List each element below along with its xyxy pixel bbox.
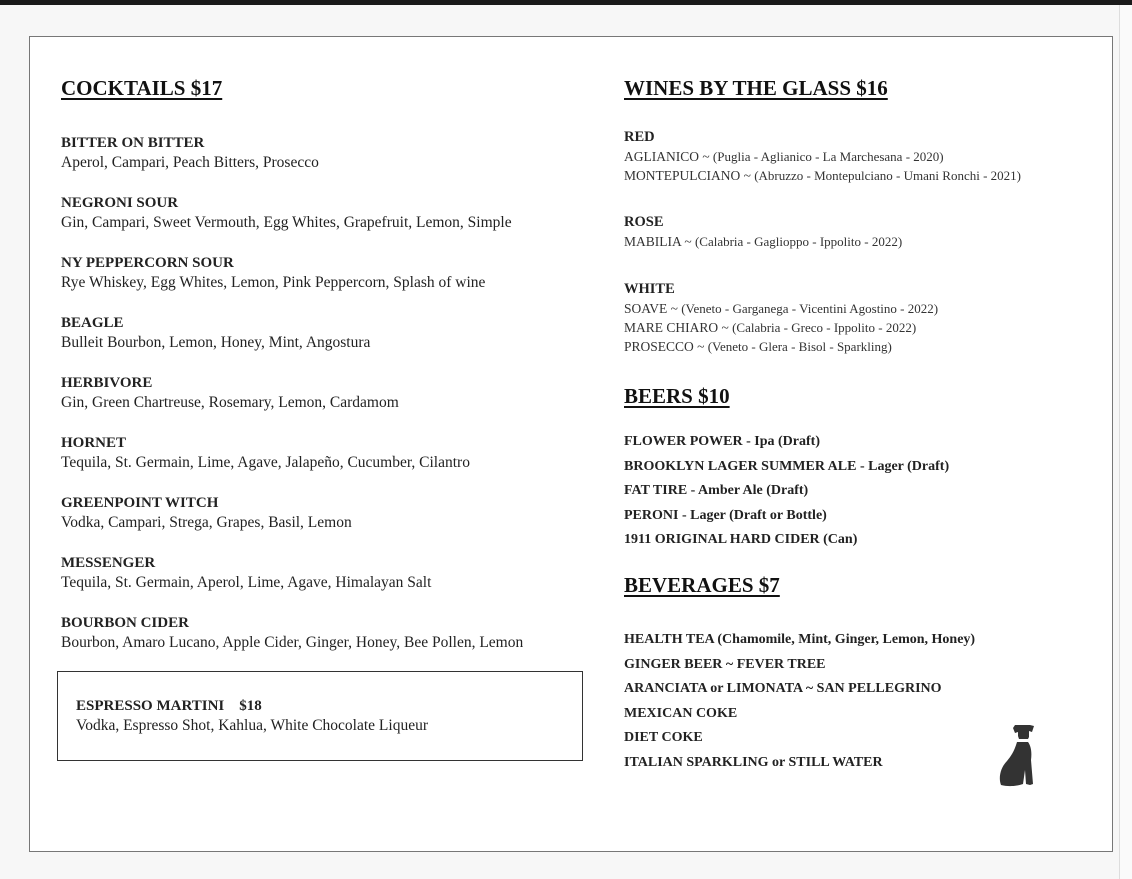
beverage-list xyxy=(624,628,975,775)
beverages-heading: BEVERAGES $7 xyxy=(624,573,780,597)
cocktails-heading: COCKTAILS $17 xyxy=(61,76,223,100)
beer-item: BROOKLYN LAGER SUMMER ALE - Lager (Draft) xyxy=(624,458,950,474)
beverage-item: DIET COKE xyxy=(624,730,703,745)
cocktail-name: BEAGLE xyxy=(61,315,124,331)
wine-detail: (Veneto - Glera - Bisol - Sparkling) xyxy=(707,339,892,354)
wine-category: WHITE xyxy=(624,281,675,297)
beer-item: 1911 ORIGINAL HARD CIDER (Can) xyxy=(624,532,858,547)
beverage-item: GINGER BEER ~ FEVER TREE xyxy=(624,656,826,672)
cocktail-item xyxy=(61,193,523,253)
wine-detail: (Calabria - Greco - Ippolito - 2022) xyxy=(732,320,917,335)
scrollbar-track[interactable] xyxy=(1119,5,1132,879)
beverage-item: ARANCIATA or LIMONATA ~ SAN PELLEGRINO xyxy=(624,681,942,696)
wine-white xyxy=(624,279,938,356)
cocktail-name: HERBIVORE xyxy=(61,375,153,391)
cocktail-desc: Gin, Green Chartreuse, Rosemary, Lemon, Cardamom xyxy=(61,394,399,411)
special-box xyxy=(57,671,583,761)
wine-rose xyxy=(624,212,902,251)
cocktail-desc: Tequila, St. Germain, Lime, Agave, Jalapeño, Cucumber, Cilantro xyxy=(61,454,470,471)
beverage-item: ITALIAN SPARKLING or STILL WATER xyxy=(624,754,883,770)
wine-detail: (Abruzzo - Montepulciano - Umani Ronchi - 2021) xyxy=(754,168,1021,183)
wine-detail: (Veneto - Garganega - Vicentini Agostino - 2022) xyxy=(681,301,939,316)
wine-detail: (Puglia - Aglianico - La Marchesana - 2020) xyxy=(712,149,944,164)
wine-detail: (Calabria - Gaglioppo - Ippolito - 2022) xyxy=(694,234,903,249)
cocktail-name: GREENPOINT WITCH xyxy=(61,495,219,511)
cocktail-item xyxy=(61,253,523,313)
top-bar xyxy=(0,0,1132,5)
cocktail-desc: Bulleit Bourbon, Lemon, Honey, Mint, Angostura xyxy=(61,334,371,351)
cocktail-name: MESSENGER xyxy=(61,555,156,571)
wine-name: SOAVE ~ xyxy=(624,301,678,316)
cocktail-item xyxy=(61,373,523,433)
cocktail-list xyxy=(61,133,523,673)
cocktail-desc: Bourbon, Amaro Lucano, Apple Cider, Ginger, Honey, Bee Pollen, Lemon xyxy=(61,634,524,651)
cocktail-item xyxy=(61,433,523,493)
special-desc: Vodka, Espresso Shot, Kahlua, White Chocolate Liqueur xyxy=(76,717,428,734)
cocktail-desc: Rye Whiskey, Egg Whites, Lemon, Pink Peppercorn, Splash of wine xyxy=(61,274,486,291)
cocktail-name: BOURBON CIDER xyxy=(61,615,189,631)
cocktail-desc: Aperol, Campari, Peach Bitters, Prosecco xyxy=(61,154,319,171)
wine-category: ROSE xyxy=(624,214,664,230)
cocktail-item xyxy=(61,493,523,553)
wine-name: MABILIA ~ xyxy=(624,234,692,249)
wine-name: AGLIANICO ~ xyxy=(624,149,710,164)
wine-category: RED xyxy=(624,129,655,145)
special-name: ESPRESSO MARTINI $18 xyxy=(76,698,262,714)
wines-heading: WINES BY THE GLASS $16 xyxy=(624,76,888,100)
beer-item: FLOWER POWER - Ipa (Draft) xyxy=(624,434,820,449)
cocktail-item xyxy=(61,133,523,193)
cocktail-name: NEGRONI SOUR xyxy=(61,195,179,211)
wine-name: MARE CHIARO ~ xyxy=(624,320,729,335)
cocktail-item xyxy=(61,613,523,673)
cocktail-item xyxy=(61,313,523,373)
cocktail-name: BITTER ON BITTER xyxy=(61,135,205,151)
beers-heading: BEERS $10 xyxy=(624,384,730,408)
cocktail-desc: Gin, Campari, Sweet Vermouth, Egg Whites, Grapefruit, Lemon, Simple xyxy=(61,214,512,231)
cocktail-desc: Tequila, St. Germain, Aperol, Lime, Agave, Himalayan Salt xyxy=(61,574,432,591)
beer-list xyxy=(624,430,949,553)
cocktail-item xyxy=(61,553,523,613)
beverage-item: MEXICAN COKE xyxy=(624,705,738,721)
dog-icon xyxy=(995,722,1045,797)
cocktail-name: NY PEPPERCORN SOUR xyxy=(61,255,234,271)
beer-item: PERONI - Lager (Draft or Bottle) xyxy=(624,507,827,523)
wine-red xyxy=(624,127,1021,185)
beer-item: FAT TIRE - Amber Ale (Draft) xyxy=(624,483,809,498)
cocktail-desc: Vodka, Campari, Strega, Grapes, Basil, Lemon xyxy=(61,514,352,531)
cocktail-name: HORNET xyxy=(61,435,127,451)
beverage-item: HEALTH TEA (Chamomile, Mint, Ginger, Lemon, Honey) xyxy=(624,632,976,647)
wine-name: MONTEPULCIANO ~ xyxy=(624,168,751,183)
wine-name: PROSECCO ~ xyxy=(624,339,705,354)
